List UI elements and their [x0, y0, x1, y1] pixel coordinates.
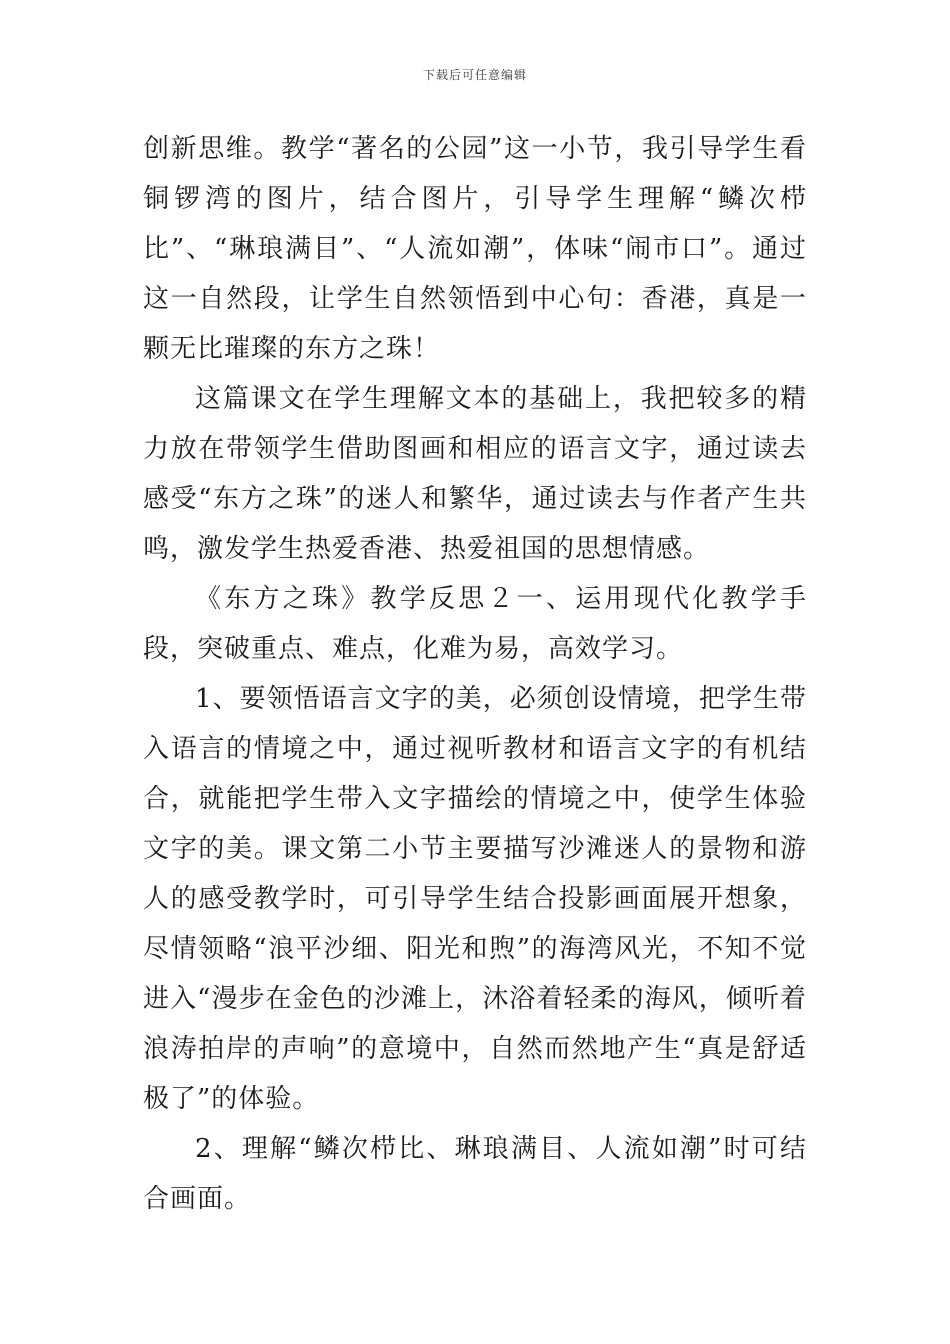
paragraph-5: 2、理解“鳞次栉比、琳琅满目、人流如潮”时可结合画面。	[143, 1134, 807, 1214]
paragraph-1: 创新思维。教学“著名的公园”这一小节，我引导学生看铜锣湾的图片，结合图片，引导学生理解“鳞次栉比”、“琳琅满目”、“人流如潮”，体味“闹市口”。通过这一自然段，让学生自然领悟到中心句：香港，真是一颗无比璀璨的东方之珠！	[143, 134, 807, 364]
paragraph-2: 这篇课文在学生理解文本的基础上，我把较多的精力放在带领学生借助图画和相应的语言文字，通过读去感受“东方之珠”的迷人和繁华，通过读去与作者产生共鸣，激发学生热爱香港、热爱祖国的思想情感。	[143, 384, 807, 564]
page-header: 下载后可任意编辑	[422, 68, 527, 82]
paragraph-4: 1、要领悟语言文字的美，必须创设情境，把学生带入语言的情境之中，通过视听教材和语言文字的有机结合，就能把学生带入文字描绘的情境之中，使学生体验文字的美。课文第二小节主要描写沙滩迷人的景物和游人的感受教学时，可引导学生结合投影画面展开想象，尽情领略“浪平沙细、阳光和煦”的海湾风光，不知不觉进入“漫步在金色的沙滩上，沐浴着轻柔的海风，倾听着浪涛拍岸的声响”的意境中，自然而然地产生“真是舒适极了”的体验。	[143, 684, 807, 1114]
paragraph-3: 《东方之珠》教学反思２一、运用现代化教学手段，突破重点、难点，化难为易，高效学习。	[143, 584, 807, 664]
document-body	[143, 124, 807, 1224]
